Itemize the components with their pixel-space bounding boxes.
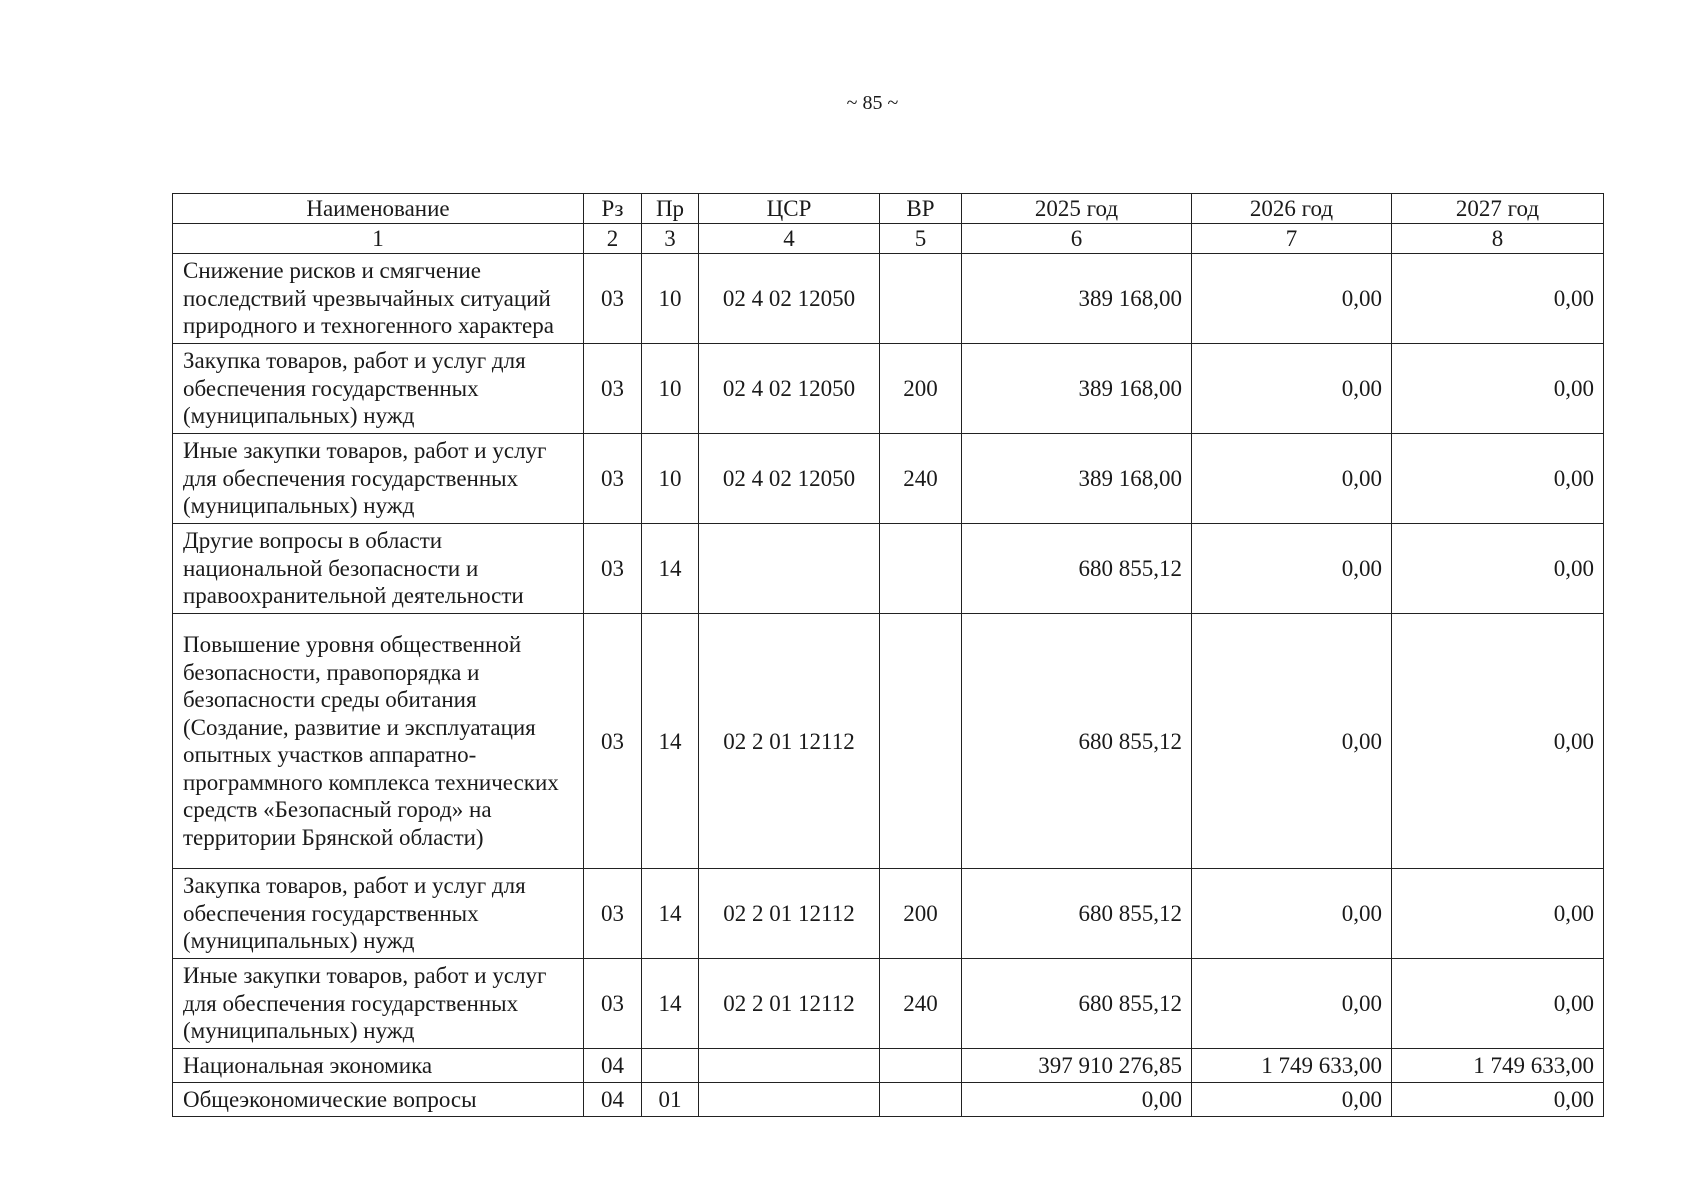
row-2027: 0,00 xyxy=(1392,254,1604,344)
page-number: ~ 85 ~ xyxy=(846,92,899,114)
table-row xyxy=(173,614,1604,869)
table-row xyxy=(173,344,1604,434)
row-2025: 680 855,12 xyxy=(962,524,1192,614)
header-csr: ЦСР xyxy=(699,194,880,224)
column-number: 4 xyxy=(699,224,880,254)
row-csr: 02 4 02 12050 xyxy=(699,344,880,434)
row-2027: 0,00 xyxy=(1392,959,1604,1049)
row-rz: 03 xyxy=(584,614,642,869)
header-2026: 2026 год xyxy=(1192,194,1392,224)
row-vr: 240 xyxy=(880,959,962,1049)
column-number: 6 xyxy=(962,224,1192,254)
row-2026: 0,00 xyxy=(1192,869,1392,959)
row-vr xyxy=(880,1049,962,1083)
row-2027: 0,00 xyxy=(1392,869,1604,959)
row-name: Закупка товаров, работ и услуг для обеспечения государственных (муниципальных) нужд xyxy=(173,869,584,959)
row-csr xyxy=(699,1049,880,1083)
row-name: Другие вопросы в области национальной безопасности и правоохранительной деятельности xyxy=(173,524,584,614)
row-2025: 0,00 xyxy=(962,1083,1192,1117)
row-vr xyxy=(880,524,962,614)
row-name: Повышение уровня общественной безопасности, правопорядка и безопасности среды обитания (Создание, развитие и эксплуатация опытных участков аппаратно-программного комплекса технических средств «Безопасный город» на территории Брянской области) xyxy=(173,614,584,869)
row-2027: 0,00 xyxy=(1392,344,1604,434)
header-name: Наименование xyxy=(173,194,584,224)
row-2027: 0,00 xyxy=(1392,524,1604,614)
row-name: Закупка товаров, работ и услуг для обеспечения государственных (муниципальных) нужд xyxy=(173,344,584,434)
row-csr: 02 4 02 12050 xyxy=(699,254,880,344)
row-2025: 680 855,12 xyxy=(962,869,1192,959)
row-csr: 02 4 02 12050 xyxy=(699,434,880,524)
row-csr xyxy=(699,1083,880,1117)
row-2025: 680 855,12 xyxy=(962,614,1192,869)
row-rz: 03 xyxy=(584,344,642,434)
row-2026: 0,00 xyxy=(1192,614,1392,869)
column-number-row xyxy=(173,224,1604,254)
row-2026: 0,00 xyxy=(1192,254,1392,344)
row-csr: 02 2 01 12112 xyxy=(699,959,880,1049)
row-vr: 240 xyxy=(880,434,962,524)
row-rz: 03 xyxy=(584,524,642,614)
header-row xyxy=(173,194,1604,224)
row-2027: 1 749 633,00 xyxy=(1392,1049,1604,1083)
row-pr: 14 xyxy=(642,524,699,614)
row-2025: 389 168,00 xyxy=(962,434,1192,524)
row-2026: 0,00 xyxy=(1192,959,1392,1049)
table-row xyxy=(173,254,1604,344)
row-2025: 389 168,00 xyxy=(962,344,1192,434)
row-2025: 680 855,12 xyxy=(962,959,1192,1049)
row-2027: 0,00 xyxy=(1392,614,1604,869)
row-name: Иные закупки товаров, работ и услуг для обеспечения государственных (муниципальных) нужд xyxy=(173,434,584,524)
row-2025: 389 168,00 xyxy=(962,254,1192,344)
row-pr: 14 xyxy=(642,614,699,869)
row-2026: 0,00 xyxy=(1192,434,1392,524)
header-2025: 2025 год xyxy=(962,194,1192,224)
row-pr: 10 xyxy=(642,254,699,344)
row-vr: 200 xyxy=(880,869,962,959)
budget-table xyxy=(172,193,1604,1117)
row-vr xyxy=(880,1083,962,1117)
column-number: 8 xyxy=(1392,224,1604,254)
row-2026: 1 749 633,00 xyxy=(1192,1049,1392,1083)
row-name: Общеэкономические вопросы xyxy=(173,1083,584,1117)
row-2026: 0,00 xyxy=(1192,524,1392,614)
column-number: 7 xyxy=(1192,224,1392,254)
table-row xyxy=(173,434,1604,524)
row-csr: 02 2 01 12112 xyxy=(699,614,880,869)
row-vr xyxy=(880,614,962,869)
header-2027: 2027 год xyxy=(1392,194,1604,224)
row-rz: 03 xyxy=(584,869,642,959)
row-pr: 01 xyxy=(642,1083,699,1117)
column-number: 2 xyxy=(584,224,642,254)
row-pr: 10 xyxy=(642,434,699,524)
row-rz: 04 xyxy=(584,1049,642,1083)
row-vr: 200 xyxy=(880,344,962,434)
row-2026: 0,00 xyxy=(1192,344,1392,434)
row-rz: 03 xyxy=(584,254,642,344)
row-name: Иные закупки товаров, работ и услуг для обеспечения государственных (муниципальных) нужд xyxy=(173,959,584,1049)
table-row xyxy=(173,524,1604,614)
column-number: 3 xyxy=(642,224,699,254)
row-rz: 04 xyxy=(584,1083,642,1117)
header-vr: ВР xyxy=(880,194,962,224)
row-csr: 02 2 01 12112 xyxy=(699,869,880,959)
table-row xyxy=(173,959,1604,1049)
row-2025: 397 910 276,85 xyxy=(962,1049,1192,1083)
table-row xyxy=(173,1083,1604,1117)
table-row xyxy=(173,869,1604,959)
column-number: 5 xyxy=(880,224,962,254)
column-number: 1 xyxy=(173,224,584,254)
row-vr xyxy=(880,254,962,344)
row-name: Национальная экономика xyxy=(173,1049,584,1083)
header-rz: Рз xyxy=(584,194,642,224)
table-row xyxy=(173,1049,1604,1083)
row-2027: 0,00 xyxy=(1392,1083,1604,1117)
row-2027: 0,00 xyxy=(1392,434,1604,524)
row-csr xyxy=(699,524,880,614)
row-rz: 03 xyxy=(584,959,642,1049)
row-name: Снижение рисков и смягчение последствий чрезвычайных ситуаций природного и техногенного характера xyxy=(173,254,584,344)
row-2026: 0,00 xyxy=(1192,1083,1392,1117)
row-pr: 14 xyxy=(642,959,699,1049)
row-pr: 10 xyxy=(642,344,699,434)
row-pr xyxy=(642,1049,699,1083)
header-pr: Пр xyxy=(642,194,699,224)
row-rz: 03 xyxy=(584,434,642,524)
row-pr: 14 xyxy=(642,869,699,959)
